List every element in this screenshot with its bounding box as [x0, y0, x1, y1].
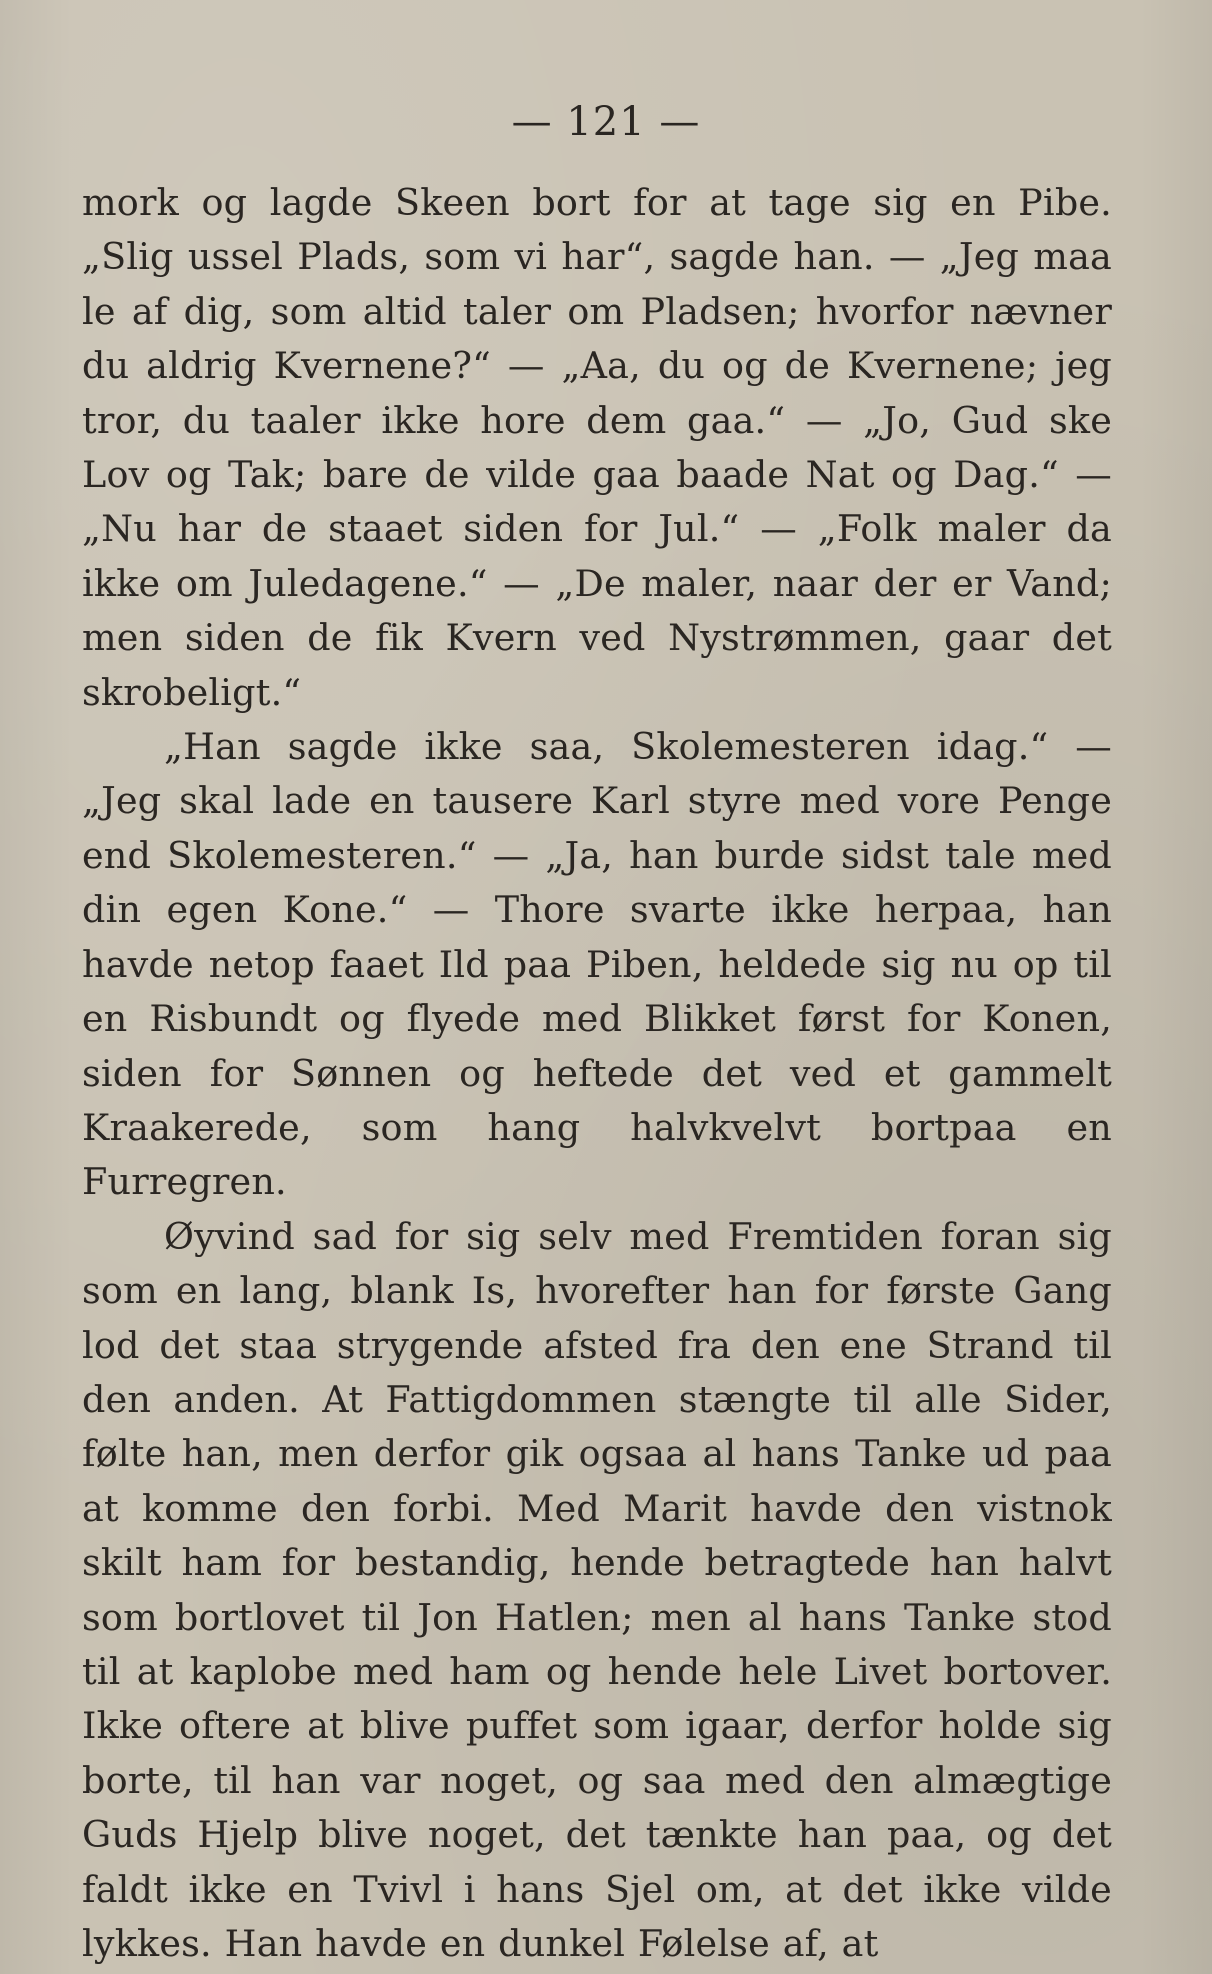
- paragraph-2: „Han sagde ikke saa, Skolemesteren idag.“ — „Jeg skal lade en tausere Karl styre med vore Penge end Skolemesteren.“ — „Ja, han burde sidst tale med din egen Kone.“ — Thore svarte ikke herpaa, han havde netop faaet Ild paa Piben, heldede sig nu op til en Risbundt og flyede med Blikket først for Konen, siden for Sønnen og heftede det ved et gammelt Kraakerede, som hang halvkvelvt bortpaa en Furregren.: [82, 725, 1112, 1204]
- paragraph-3: Øyvind sad for sig selv med Fremtiden foran sig som en lang, blank Is, hvorefter han for første Gang lod det staa strygende afsted fra den ene Strand til den anden. At Fattigdommen stængte til alle Sider, følte han, men derfor gik ogsaa al hans Tanke ud paa at komme den forbi. Med Marit havde den vistnok skilt ham for bestandig, hende betragtede han halvt som bortlovet til Jon Hatlen; men al hans Tanke stod til at kaplobe med ham og hende hele Livet bortover. Ikke oftere at blive puffet som igaar, derfor holde sig borte, til han var noget, og saa med den almægtige Guds Hjelp blive noget, det tænkte han paa, og det faldt ikke en Tvivl i hans Sjel om, at det ikke vilde lykkes. Han havde en dunkel Følelse af, at: [82, 1214, 1112, 1965]
- paragraph-1: mork og lagde Skeen bort for at tage sig en Pibe. „Slig ussel Plads, som vi har“, sagde han. — „Jeg maa le af dig, som altid taler om Pladsen; hvorfor nævner du aldrig Kvernene?“ — „Aa, du og de Kvernene; jeg tror, du taaler ikke hore dem gaa.“ — „Jo, Gud ske Lov og Tak; bare de vilde gaa baade Nat og Dag.“ — „Nu har de staaet siden for Jul.“ — „Folk maler da ikke om Juledagene.“ — „De maler, naar der er Vand; men siden de fik Kvern ved Nystrømmen, gaar det skrobeligt.“: [82, 181, 1112, 714]
- body-text: [82, 176, 1112, 1971]
- page-number: — 121 —: [511, 99, 701, 145]
